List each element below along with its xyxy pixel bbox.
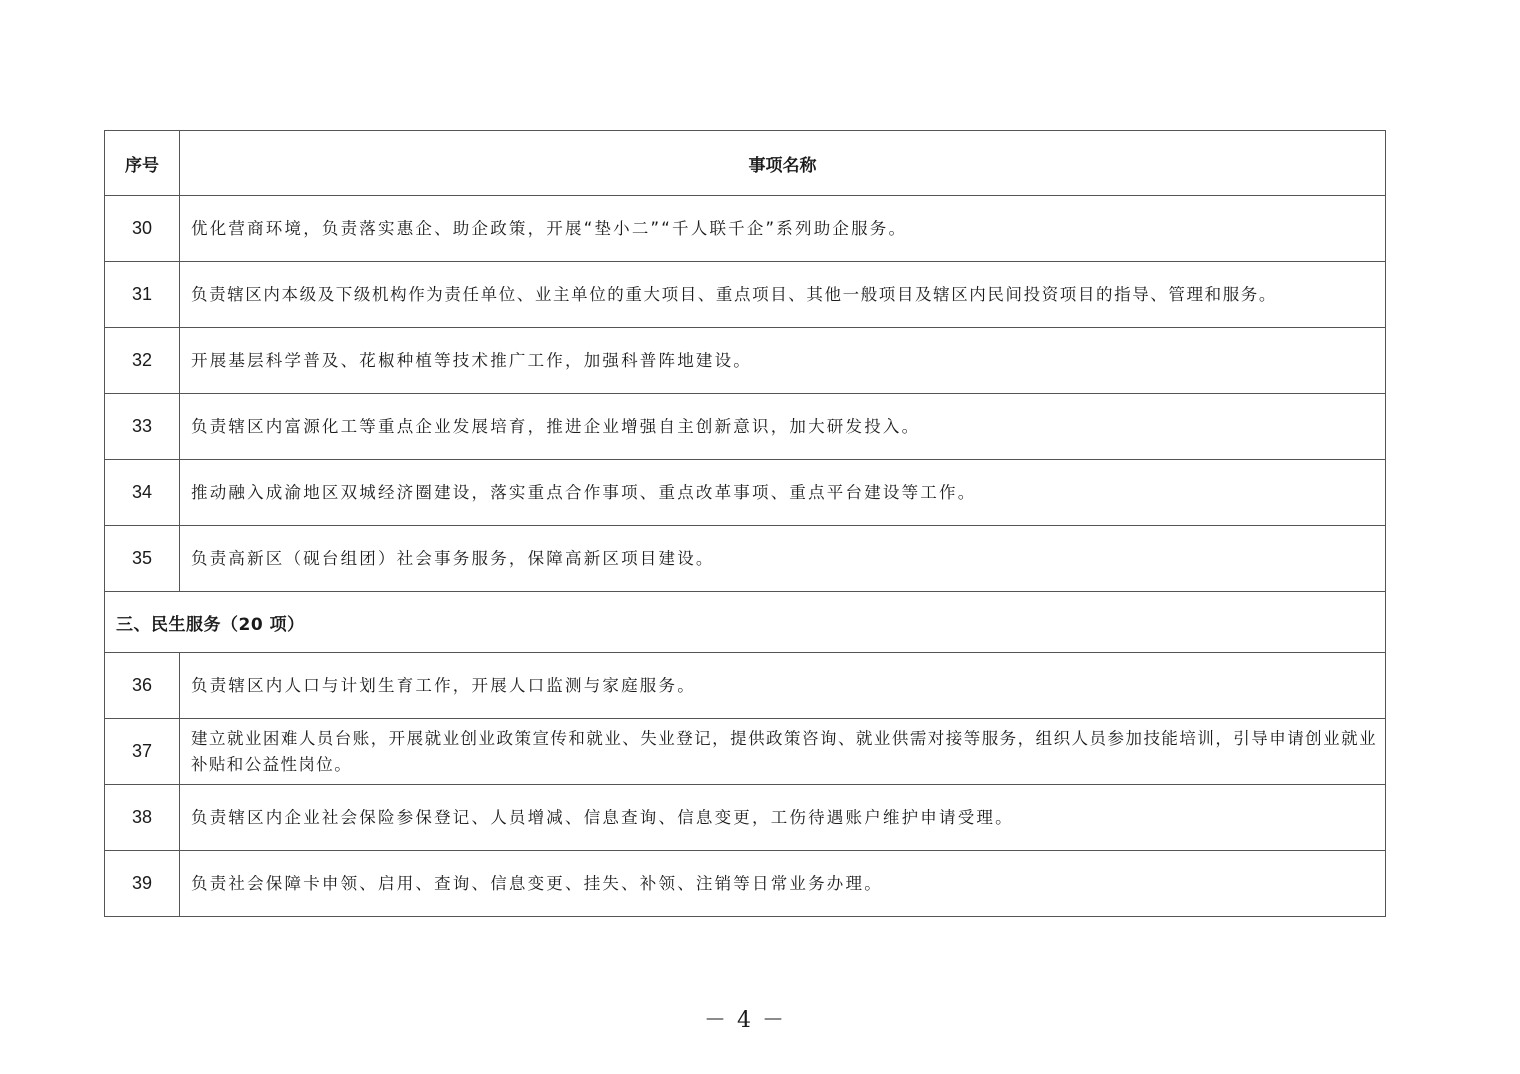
- row-serial-number: 35: [105, 526, 180, 592]
- table-header-row: [105, 131, 1386, 196]
- table-row: [105, 653, 1386, 719]
- table-row: [105, 328, 1386, 394]
- row-item-name: 推动融入成渝地区双城经济圈建设，落实重点合作事项、重点改革事项、重点平台建设等工作。: [180, 460, 1386, 526]
- row-item-name: 负责辖区内富源化工等重点企业发展培育，推进企业增强自主创新意识，加大研发投入。: [180, 394, 1386, 460]
- page-number: － 4 －: [704, 1008, 786, 1033]
- row-item-name: 负责社会保障卡申领、启用、查询、信息变更、挂失、补领、注销等日常业务办理。: [180, 851, 1386, 917]
- row-item-name: 负责辖区内企业社会保险参保登记、人员增减、信息查询、信息变更，工伤待遇账户维护申请受理。: [180, 785, 1386, 851]
- row-item-name: 建立就业困难人员台账，开展就业创业政策宣传和就业、失业登记，提供政策咨询、就业供需对接等服务，组织人员参加技能培训，引导申请创业就业补贴和公益性岗位。: [180, 719, 1386, 785]
- row-serial-number: 37: [105, 719, 180, 785]
- row-serial-number: 34: [105, 460, 180, 526]
- table-row: [105, 785, 1386, 851]
- row-serial-number: 36: [105, 653, 180, 719]
- header-serial-number: 序号: [105, 131, 180, 196]
- row-item-name: 优化营商环境，负责落实惠企、助企政策，开展“垫小二”“千人联千企”系列助企服务。: [180, 196, 1386, 262]
- table-row: [105, 526, 1386, 592]
- table-row: [105, 196, 1386, 262]
- section-header-row: [105, 592, 1386, 653]
- table-row: [105, 719, 1386, 785]
- row-item-name: 负责辖区内本级及下级机构作为责任单位、业主单位的重大项目、重点项目、其他一般项目及辖区内民间投资项目的指导、管理和服务。: [180, 262, 1386, 328]
- row-serial-number: 39: [105, 851, 180, 917]
- table-row: [105, 851, 1386, 917]
- row-serial-number: 38: [105, 785, 180, 851]
- row-serial-number: 32: [105, 328, 180, 394]
- row-item-name: 开展基层科学普及、花椒种植等技术推广工作，加强科普阵地建设。: [180, 328, 1386, 394]
- row-item-name: 负责辖区内人口与计划生育工作，开展人口监测与家庭服务。: [180, 653, 1386, 719]
- table-row: [105, 460, 1386, 526]
- row-item-name: 负责高新区（砚台组团）社会事务服务，保障高新区项目建设。: [180, 526, 1386, 592]
- row-serial-number: 33: [105, 394, 180, 460]
- service-items-table: [104, 130, 1386, 917]
- row-serial-number: 30: [105, 196, 180, 262]
- section-title: 三、民生服务（20 项）: [105, 592, 1386, 653]
- table-row: [105, 262, 1386, 328]
- row-serial-number: 31: [105, 262, 180, 328]
- table-row: [105, 394, 1386, 460]
- header-item-name: 事项名称: [180, 131, 1386, 196]
